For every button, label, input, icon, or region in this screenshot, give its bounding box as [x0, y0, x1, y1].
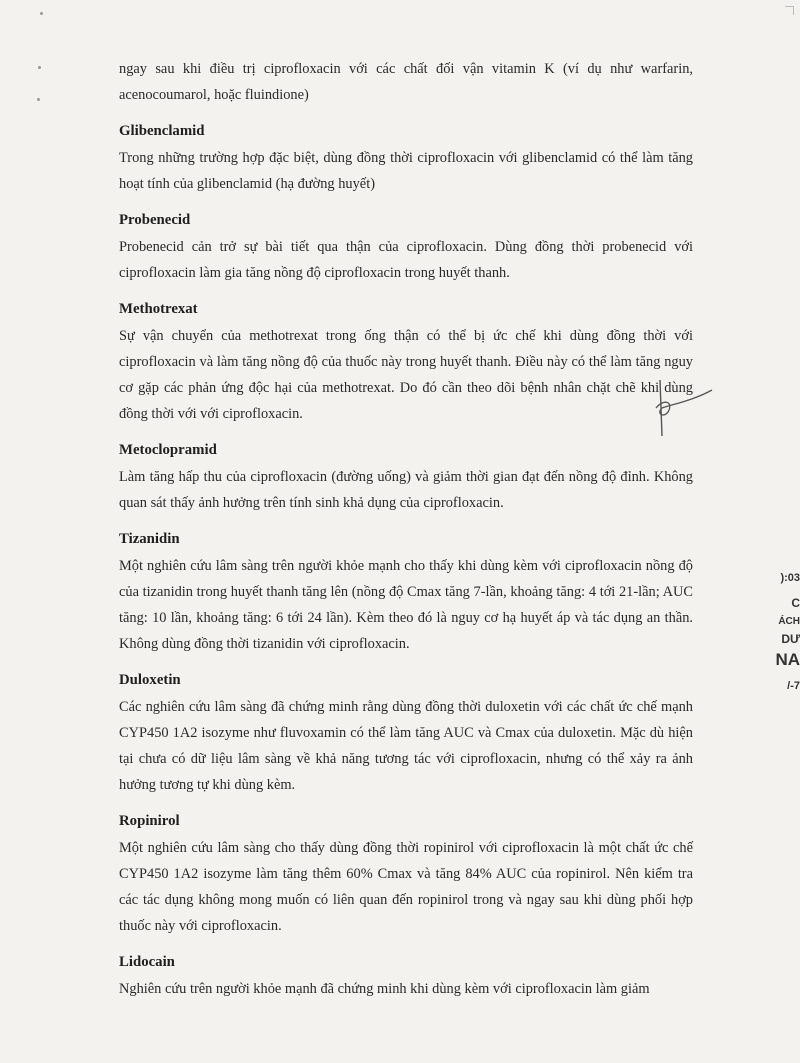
document-body — [119, 56, 693, 1002]
partial-stamp — [762, 560, 800, 710]
intro-paragraph: ngay sau khi điều trị ciprofloxacin với các chất đối vận vitamin K (ví dụ như warfarin, acenocoumarol, hoặc fluindione) — [119, 61, 693, 103]
section-body-probenecid: Probenecid cản trở sự bài tiết qua thận của ciprofloxacin. Dùng đồng thời probenecid với ciprofloxacin làm gia tăng nồng độ ciprofloxacin trong huyết thanh. — [119, 239, 693, 281]
stamp-line: C — [791, 596, 800, 610]
section-body-tizanidin: Một nghiên cứu lâm sàng trên người khỏe mạnh cho thấy khi dùng kèm với ciprofloxacin nồng độ của tizanidin trong huyết thanh tăng lên (nồng độ Cmax tăng 7-lần, khoảng tăng: 4 tới 21-lần; AUC tăng: 10 lần, khoảng tăng: 6 tới 24 lần). Kèm theo đó là nguy cơ hạ huyết áp và tác dụng an thần. Không dùng đồng thời tizanidin với ciprofloxacin. — [119, 558, 693, 652]
stamp-line: DƯ — [781, 632, 800, 646]
section-heading-lidocain: Lidocain — [119, 954, 175, 970]
stamp-line: ÁCH — [778, 616, 800, 627]
section-heading-ropinirol: Ropinirol — [119, 813, 180, 829]
section-heading-glibenclamid: Glibenclamid — [119, 123, 205, 139]
stamp-line: ):03 — [780, 572, 800, 584]
scan-speck — [37, 98, 40, 101]
section-body-methotrexat: Sự vận chuyển của methotrexat trong ống thận có thể bị ức chế khi dùng đồng thời với ciprofloxacin và làm tăng nồng độ của thuốc này trong huyết thanh. Điều này có thể làm tăng nguy cơ gặp các phản ứng độc hại của methotrexat. Do đó cần theo dõi bệnh nhân chặt chẽ khi dùng đồng thời với với ciprofloxacin. — [119, 328, 693, 422]
signature-mark — [638, 378, 728, 438]
stamp-line: NA — [775, 650, 800, 669]
stamp-line: /-7 — [787, 680, 800, 692]
scan-speck — [40, 12, 43, 15]
section-body-lidocain: Nghiên cứu trên người khỏe mạnh đã chứng minh khi dùng kèm với ciprofloxacin làm giảm — [119, 981, 650, 997]
section-heading-tizanidin: Tizanidin — [119, 531, 180, 547]
section-body-duloxetin: Các nghiên cứu lâm sàng đã chứng minh rằng dùng đồng thời duloxetin với các chất ức chế mạnh CYP450 1A2 isozyme như fluvoxamin có thể làm tăng AUC và Cmax của duloxetin. Mặc dù hiện tại chưa có dữ liệu lâm sàng về khả năng tương tác với ciprofloxacin, nhưng có thể xảy ra ảnh hưởng tương tự khi dùng kèm. — [119, 699, 693, 793]
section-heading-probenecid: Probenecid — [119, 212, 191, 228]
section-heading-duloxetin: Duloxetin — [119, 672, 181, 688]
section-body-glibenclamid: Trong những trường hợp đặc biệt, dùng đồng thời ciprofloxacin với glibenclamid có thể làm tăng hoạt tính của glibenclamid (hạ đường huyết) — [119, 150, 693, 192]
section-body-ropinirol: Một nghiên cứu lâm sàng cho thấy dùng đồng thời ropinirol với ciprofloxacin là một chất ức chế CYP450 1A2 isozyme làm tăng thêm 60% Cmax và tăng 84% AUC của ropinirol. Nên kiểm tra các tác dụng không mong muốn có liên quan đến ropinirol trong và ngay sau khi dùng phối hợp thuốc này với ciprofloxacin. — [119, 840, 693, 934]
scan-speck — [38, 66, 41, 69]
corner-mark — [785, 6, 794, 15]
section-heading-metoclopramid: Metoclopramid — [119, 442, 217, 458]
section-heading-methotrexat: Methotrexat — [119, 301, 198, 317]
section-body-metoclopramid: Làm tăng hấp thu của ciprofloxacin (đường uống) và giảm thời gian đạt đến nồng độ đỉnh. Không quan sát thấy ảnh hưởng trên tính sinh khả dụng của ciprofloxacin. — [119, 469, 693, 511]
